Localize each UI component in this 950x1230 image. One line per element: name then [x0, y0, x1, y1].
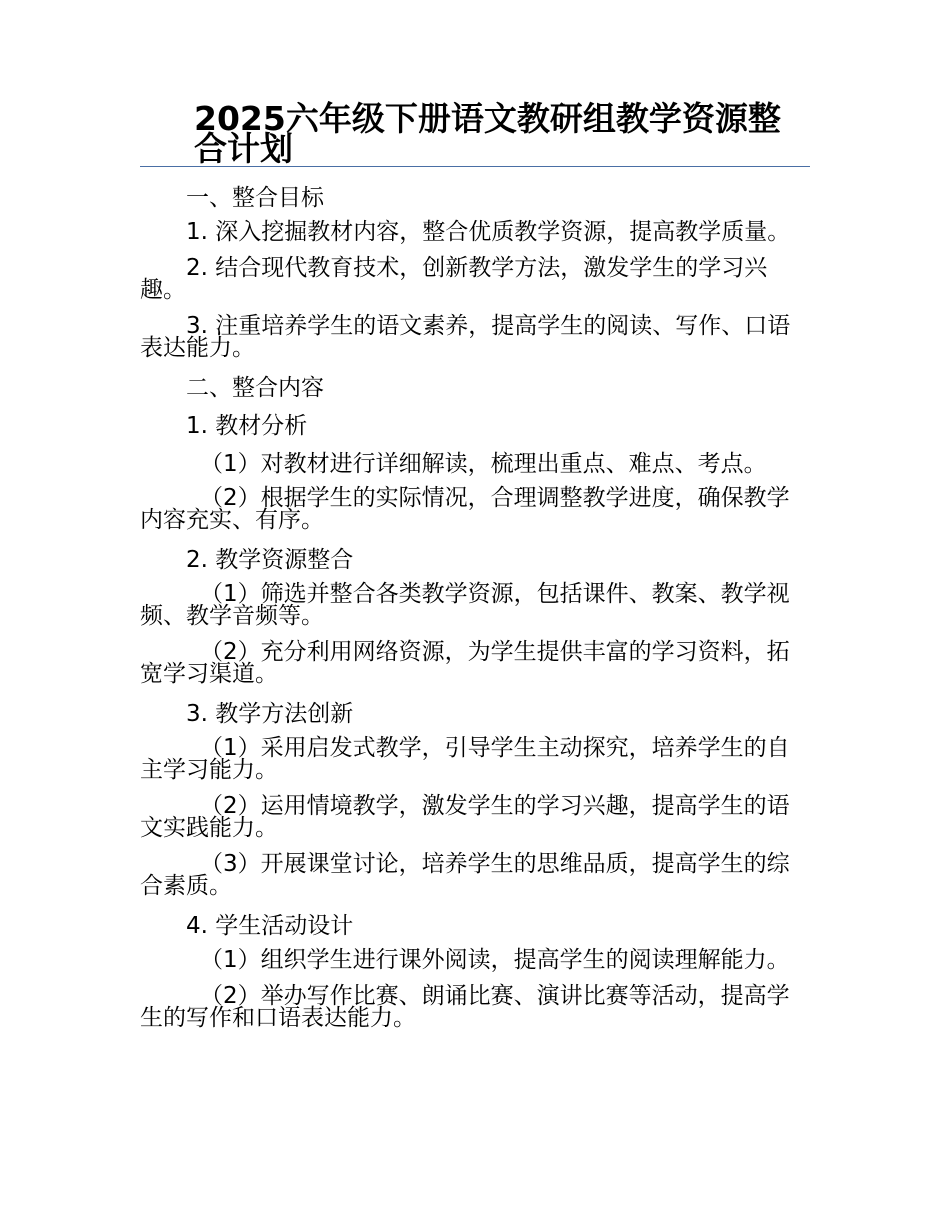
textbook-item-1: （1）对教材进行详细解读，梳理出重点、难点、考点。 [200, 451, 767, 477]
activities-item-1: （1）组织学生进行课外阅读，提高学生的阅读理解能力。 [200, 947, 790, 973]
activities-item-2: （2）举办写作比赛、朗诵比赛、演讲比赛等活动，提高学生的写作和口语表达能力。 [140, 983, 790, 1031]
section-heading-content: 二、整合内容 [186, 375, 324, 401]
resources-item-1: （1）筛选并整合各类教学资源，包括课件、教案、教学视频、教学音频等。 [140, 581, 790, 629]
subsection-heading-activities: 4. 学生活动设计 [186, 913, 354, 939]
document-page [140, 0, 812, 1043]
document-body [140, 183, 812, 1029]
subsection-heading-resources: 2. 教学资源整合 [186, 547, 354, 573]
resources-item-2: （2）充分利用网络资源，为学生提供丰富的学习资料，拓宽学习渠道。 [140, 639, 790, 687]
subsection-heading-methods: 3. 教学方法创新 [186, 701, 354, 727]
subsection-heading-textbook: 1. 教材分析 [186, 413, 308, 439]
textbook-item-2: （2）根据学生的实际情况，合理调整教学进度，确保教学内容充实、有序。 [140, 485, 790, 533]
goal-item-2: 2. 结合现代教育技术，创新教学方法，激发学生的学习兴趣。 [140, 255, 768, 303]
methods-item-2: （2）运用情境教学，激发学生的学习兴趣，提高学生的语文实践能力。 [140, 793, 790, 841]
goal-item-3: 3. 注重培养学生的语文素养，提高学生的阅读、写作、口语表达能力。 [140, 313, 791, 361]
methods-item-3: （3）开展课堂讨论，培养学生的思维品质，提高学生的综合素质。 [140, 851, 790, 899]
goal-item-1: 1. 深入挖掘教材内容，整合优质教学资源，提高教学质量。 [186, 219, 791, 245]
section-heading-goals: 一、整合目标 [186, 185, 324, 211]
document-title: 2025六年级下册语文教研组教学资源整合计划 [194, 99, 781, 168]
methods-item-1: （1）采用启发式教学，引导学生主动探究，培养学生的自主学习能力。 [140, 735, 790, 783]
